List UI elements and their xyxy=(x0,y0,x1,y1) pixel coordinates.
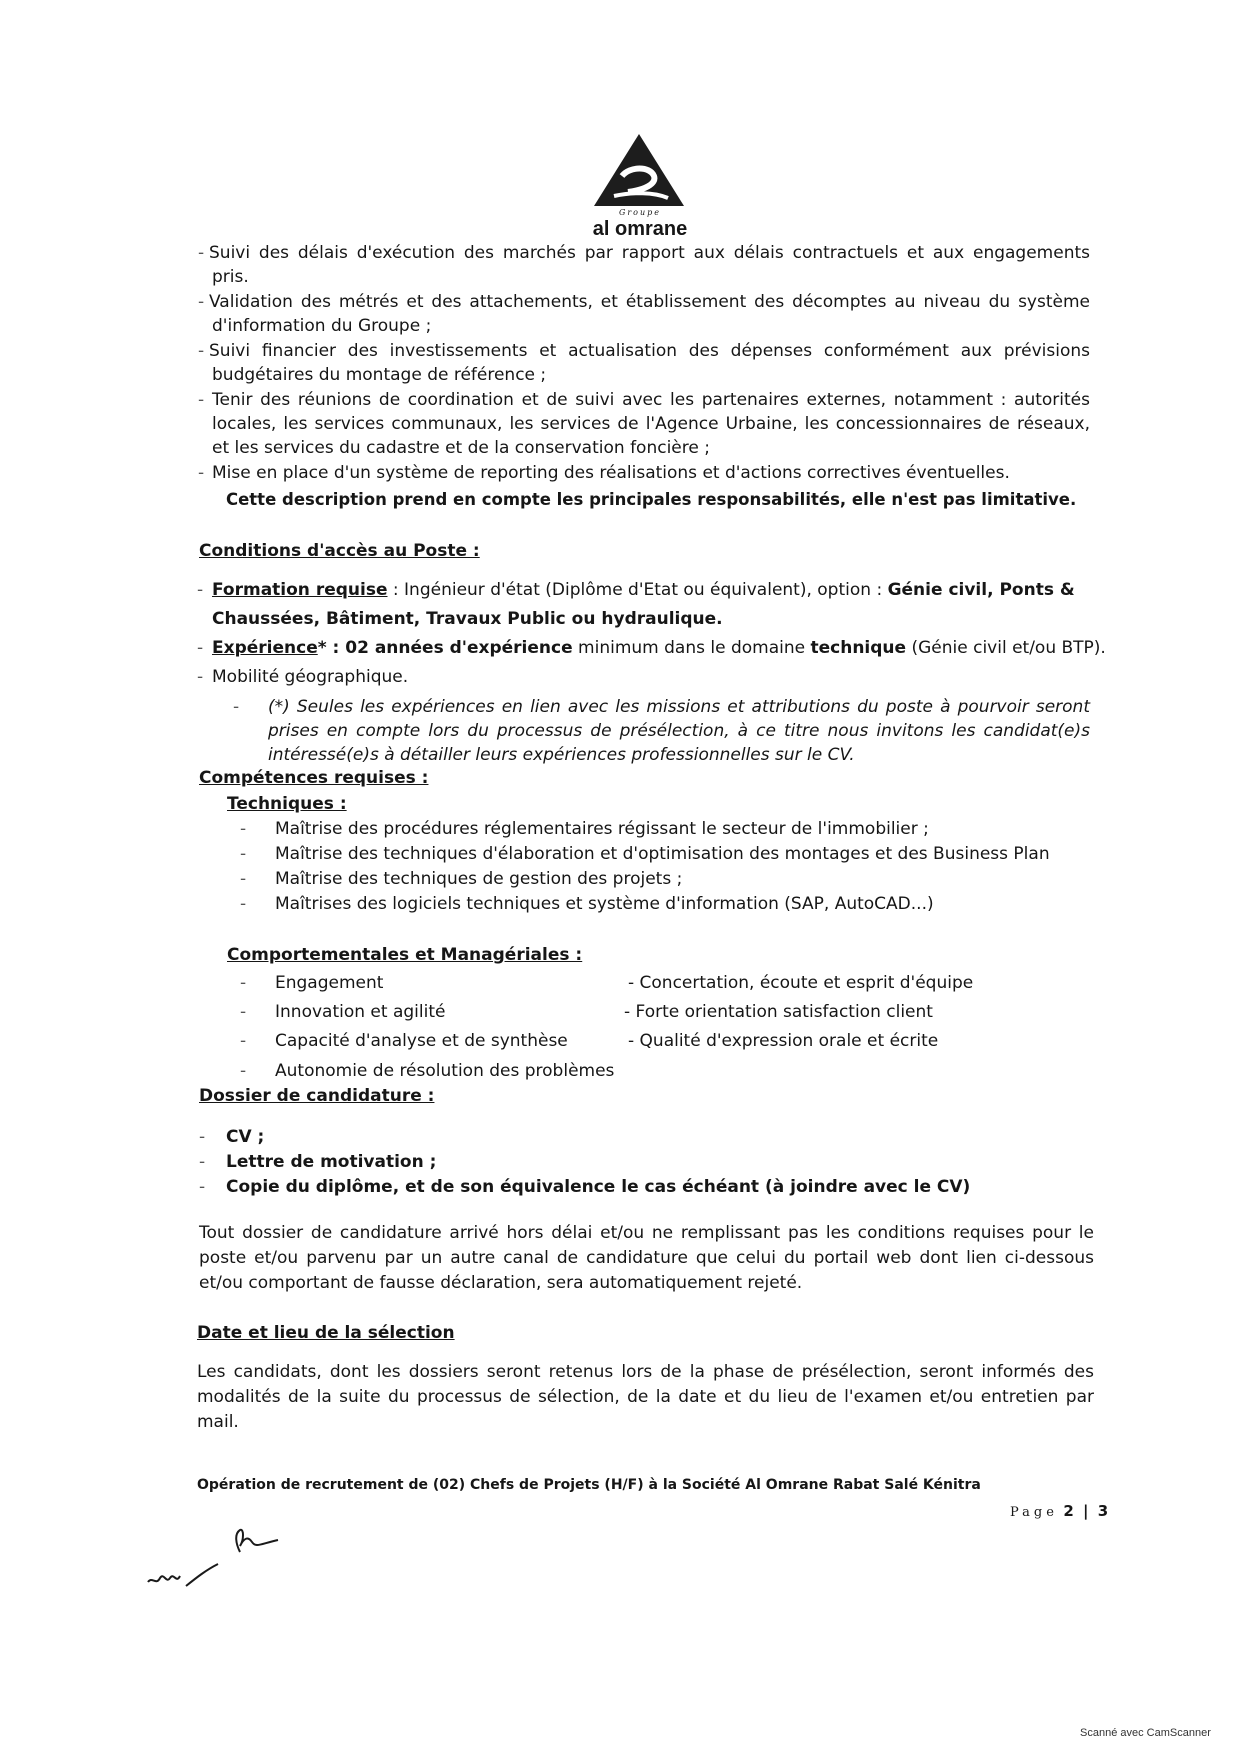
responsibility-line: et les services du cadastre et de la conservation foncière ; xyxy=(212,438,710,458)
experience-technique: technique xyxy=(810,638,907,658)
technical-item: Maîtrise des techniques de gestion des projets ; xyxy=(275,869,683,889)
responsibility-line: Suivi des délais d'exécution des marchés par rapport aux délais contractuels et aux engagements xyxy=(209,243,1090,263)
formation-options-cont: Chaussées, Bâtiment, Travaux Public ou hydraulique. xyxy=(212,609,723,629)
camscanner-watermark: Scanné avec CamScanner xyxy=(1080,1727,1211,1739)
list-dash: - xyxy=(198,243,205,263)
experience-line xyxy=(212,637,1106,659)
formation-line xyxy=(212,579,1075,601)
list-dash: - xyxy=(240,1002,247,1022)
behavioral-item: Autonomie de résolution des problèmes xyxy=(275,1061,615,1081)
list-dash: - xyxy=(240,869,247,889)
list-dash: - xyxy=(197,580,204,600)
paragraph-line: Les candidats, dont les dossiers seront retenus lors de la phase de présélection, seront informés des xyxy=(197,1362,1094,1382)
signature-mark xyxy=(140,1520,300,1600)
list-dash: - xyxy=(199,1177,206,1197)
behavioral-item-right: - Forte orientation satisfaction client xyxy=(624,1002,933,1022)
page-number: 2 | 3 xyxy=(1063,1502,1111,1520)
list-dash: - xyxy=(233,697,240,717)
experience-note-line: prises en compte lors du processus de présélection, à ce titre nous invitons les candidat(e)s xyxy=(268,721,1090,741)
behavioral-item-right: - Qualité d'expression orale et écrite xyxy=(628,1031,939,1051)
responsibility-line: budgétaires du montage de référence ; xyxy=(212,365,547,385)
responsibility-line: d'information du Groupe ; xyxy=(212,316,432,336)
technical-item: Maîtrise des techniques d'élaboration et d'optimisation des montages et des Business Plan xyxy=(275,844,1050,864)
experience-star: * xyxy=(317,638,327,658)
behavioral-item-right: - Concertation, écoute et esprit d'équipe xyxy=(628,973,974,993)
list-dash: - xyxy=(240,894,247,914)
technical-item: Maîtrise des procédures réglementaires régissant le secteur de l'immobilier ; xyxy=(275,819,929,839)
formation-options: Génie civil, Ponts & xyxy=(887,580,1075,600)
logo-subtitle: Groupe xyxy=(618,208,662,217)
paragraph-line: et/ou comportant de fausse déclaration, sera automatiquement rejeté. xyxy=(199,1273,803,1293)
signature-flourish-stroke xyxy=(236,1530,278,1552)
dossier-item: CV ; xyxy=(226,1127,265,1147)
behavioral-item: Innovation et agilité xyxy=(275,1002,446,1022)
conditions-heading: Conditions d'accès au Poste : xyxy=(199,541,480,561)
list-dash: - xyxy=(240,819,247,839)
behavioral-item: Engagement xyxy=(275,973,384,993)
dossier-item: Lettre de motivation ; xyxy=(226,1152,437,1172)
dossier-heading: Dossier de candidature : xyxy=(199,1086,435,1106)
list-dash: - xyxy=(198,341,205,361)
experience-label: Expérience xyxy=(212,638,318,658)
experience-domain: minimum dans le domaine xyxy=(572,638,811,658)
page-indicator xyxy=(1010,1500,1110,1524)
experience-note-line: intéressé(e)s à détailler leurs expériences professionnelles sur le CV. xyxy=(268,745,855,765)
responsibility-line: pris. xyxy=(212,267,249,287)
paragraph-line: mail. xyxy=(197,1412,239,1432)
list-dash: - xyxy=(240,973,247,993)
footer-operation: Opération de recrutement de (02) Chefs de Projets (H/F) à la Société Al Omrane Rabat Salé Kénitra xyxy=(197,1477,981,1493)
description-note: Cette description prend en compte les principales responsabilités, elle n'est pas limitative. xyxy=(226,490,1077,509)
competences-heading: Compétences requises : xyxy=(199,768,429,788)
technical-heading: Techniques : xyxy=(227,794,347,814)
experience-years: : 02 années d'expérience xyxy=(326,638,573,658)
list-dash: - xyxy=(240,844,247,864)
signature-slash-stroke xyxy=(186,1564,218,1586)
responsibility-line: locales, les services communaux, les services de l'Agence Urbaine, les concessionnaires de réseaux, xyxy=(212,414,1090,434)
list-dash: - xyxy=(198,463,205,483)
list-dash: - xyxy=(199,1127,206,1147)
behavioral-heading: Comportementales et Managériales : xyxy=(227,945,583,965)
list-dash: - xyxy=(240,1031,247,1051)
formation-label: Formation requise xyxy=(212,580,388,600)
behavioral-item: Capacité d'analyse et de synthèse xyxy=(275,1031,568,1051)
al-omrane-triangle-icon xyxy=(584,132,694,210)
paragraph-line: poste et/ou parvenu par un autre canal de candidature que celui du portail web dont lien ci-dessous xyxy=(199,1248,1094,1268)
logo-name: al omrane xyxy=(592,218,688,240)
experience-field: (Génie civil et/ou BTP). xyxy=(906,638,1106,658)
company-logo xyxy=(584,132,694,242)
selection-heading: Date et lieu de la sélection xyxy=(197,1323,455,1343)
experience-note-line: (*) Seules les expériences en lien avec les missions et attributions du poste à pourvoir seront xyxy=(268,697,1090,717)
list-dash: - xyxy=(198,390,205,410)
list-dash: - xyxy=(199,1152,206,1172)
responsibility-line: Tenir des réunions de coordination et de suivi avec les partenaires externes, notamment : autorités xyxy=(212,390,1090,410)
paragraph-line: modalités de la suite du processus de sélection, de la date et du lieu de l'examen et/ou entretien par xyxy=(197,1387,1094,1407)
signature-initials-stroke xyxy=(148,1576,180,1582)
list-dash: - xyxy=(197,638,204,658)
responsibility-line: Suivi financier des investissements et actualisation des dépenses conformément aux prévisions xyxy=(209,341,1090,361)
formation-text: : Ingénieur d'état (Diplôme d'Etat ou équivalent), option : xyxy=(387,580,888,600)
mobility-line: Mobilité géographique. xyxy=(212,667,409,687)
list-dash: - xyxy=(240,1061,247,1081)
list-dash: - xyxy=(197,667,204,687)
dossier-item: Copie du diplôme, et de son équivalence le cas échéant (à joindre avec le CV) xyxy=(226,1177,971,1197)
page-label: Page xyxy=(1010,1505,1058,1520)
responsibility-line: Mise en place d'un système de reporting des réalisations et d'actions correctives éventuelles. xyxy=(212,463,1010,483)
responsibility-line: Validation des métrés et des attachements, et établissement des décomptes au niveau du système xyxy=(209,292,1090,312)
paragraph-line: Tout dossier de candidature arrivé hors délai et/ou ne remplissant pas les conditions requises pour le xyxy=(199,1223,1094,1243)
technical-item: Maîtrises des logiciels techniques et système d'information (SAP, AutoCAD...) xyxy=(275,894,934,914)
list-dash: - xyxy=(198,292,205,312)
